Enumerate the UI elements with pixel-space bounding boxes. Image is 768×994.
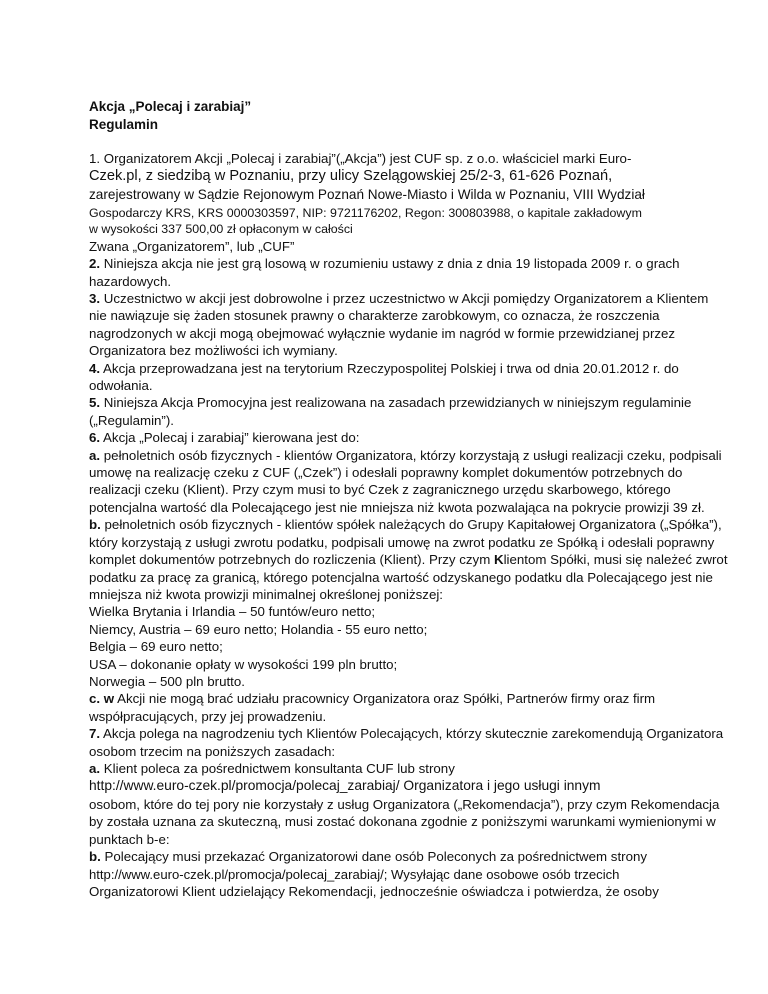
point-label: b.	[89, 517, 101, 533]
section-6-point-c	[89, 690, 728, 725]
spacer	[89, 134, 728, 150]
section-number: 7.	[89, 726, 101, 742]
promo-url-line: http://www.euro-czek.pl/promocja/polecaj_zarabiaj/ Organizatora i jego usługi innym	[89, 778, 601, 794]
section-6	[89, 429, 728, 725]
section-number: 6.	[89, 430, 101, 446]
point-text: Akcji nie mogą brać udziału pracownicy Organizatora oraz Spółki, Partnerów firmy oraz firm współpracujących, przy jej prowadzeniu.	[89, 691, 656, 724]
section-1-line: w wysokości 337 500,00 zł opłaconym w całości	[89, 222, 353, 237]
section-number: 2.	[89, 256, 101, 272]
section-text: Uczestnictwo w akcji jest dobrowolne i przez uczestnictwo w Akcji pomiędzy Organizatorem a Klientem nie nawiązuje się żaden stosunek prawny o charakterze zarobkowym, co oznacza, że roszczenia nagrodzonych w akcji mogą obejmować wyłącznie wydanie im nagród w formie przewidzianej przez Organizatora bez możliwości ich wymiany.	[89, 291, 709, 359]
point-text: pełnoletnich osób fizycznych - klientów Organizatora, którzy korzystają z usługi realizacji czeku, podpisali umowę na realizację czeku z CUF („Czek”) i odesłali poprawny komplet dokumentów potrzebnych do realizacji czeku (Klient). Przy czym musi to być Czek z zagranicznego urzędu skarbowego, którego potencjalna wartość dla Polecającego jest nie mniejsza niż kwota pozwalająca na pokrycie prowizji 39 zł.	[89, 447, 722, 515]
rate-line: Belgia – 69 euro netto;	[89, 639, 223, 655]
section-6-point-a	[89, 447, 728, 517]
section-3	[89, 290, 728, 360]
point-text: Polecający musi przekazać Organizatorowi dane osób Poleconych za pośrednictwem strony	[100, 849, 648, 865]
section-number: 5.	[89, 395, 101, 411]
section-1-line: 1. Organizatorem Akcji „Polecaj i zarabiaj”(„Akcja”) jest CUF sp. z o.o. właściciel marki Euro-	[89, 151, 632, 166]
point-text: lientom Spółki, musi się należeć zwrot podatku za pracę za granicą, którego potencjalna wartość odzyskanego podatku dla Polecającego jest nie mniejsza niż kwota prowizji minimalnej określonej poniższej:	[89, 552, 728, 602]
point-label: a.	[89, 447, 101, 463]
rate-line: Niemcy, Austria – 69 euro netto; Holandia - 55 euro netto;	[89, 621, 428, 637]
document-title: Akcja „Polecaj i zarabiaj”	[89, 99, 252, 114]
section-6-intro	[89, 429, 728, 446]
rate-line: USA – dokonanie opłaty w wysokości 199 pln brutto;	[89, 656, 398, 672]
rate-line: Norwegia – 500 pln brutto.	[89, 673, 245, 689]
section-1-line: zarejestrowany w Sądzie Rejonowym Poznań Nowe-Miasto i Wilda w Poznaniu, VIII Wydział	[89, 187, 645, 202]
point-text: Klient poleca za pośrednictwem konsultanta CUF lub strony	[100, 760, 455, 776]
section-text: Akcja przeprowadzana jest na terytorium Rzeczypospolitej Polskiej i trwa od dnia 20.01.2012 r. do odwołania.	[89, 360, 679, 394]
section-7	[89, 725, 728, 900]
section-text: Akcja „Polecaj i zarabiaj” kierowana jest do:	[100, 430, 360, 446]
section-7-intro	[89, 725, 728, 760]
section-1-line: Gospodarczy KRS, KRS 0000303597, NIP: 9721176202, Regon: 300803988, o kapitale zakładowym	[89, 205, 642, 220]
point-text: pełnoletnich osób fizycznych - klientów spółek należących do Grupy Kapitałowej Organizatora („Spółka”), który korzystają z usługi zwrotu podatku, podpisali umowę na zwrot podatku ze Spółką i odesłali poprawny komplet dokumentów potrzebnych do rozliczenia (Klient). Przy czym	[89, 517, 722, 568]
section-1-line: Zwana „Organizatorem”, lub „CUF”	[89, 238, 295, 254]
section-6-point-b	[89, 516, 728, 603]
section-text: Akcja polega na nagrodzeniu tych Klientów Polecających, którzy skutecznie zarekomendują Organizatora osobom trzecim na poniższych zasadach:	[89, 726, 724, 759]
section-text: Niniejsza Akcja Promocyjna jest realizowana na zasadach przewidzianych w niniejszym regulaminie („Regulamin”).	[89, 395, 692, 428]
point-text-bold-letter: K	[493, 552, 504, 568]
section-4	[89, 360, 728, 395]
section-5	[89, 394, 728, 429]
section-number: 3.	[89, 291, 101, 306]
promo-url-line: http://www.euro-czek.pl/promocja/polecaj_zarabiaj/; Wysyłając dane osobowe osób trzecich	[89, 866, 620, 882]
document-subtitle: Regulamin	[89, 117, 159, 132]
point-continuation: osobom, które do tej pory nie korzystały z usług Organizatora („Rekomendacja”), przy czym Rekomendacja by została uznana za skuteczną, musi zostać dokonana zgodnie z poniższymi warunkami wymienionymi w punktach b-e:	[89, 796, 720, 847]
section-1-line: Czek.pl, z siedzibą w Poznaniu, przy ulicy Szelągowskiej 25/2-3, 61-626 Poznań,	[89, 168, 613, 185]
rate-line: Wielka Brytania i Irlandia – 50 funtów/euro netto;	[89, 604, 376, 620]
point-continuation: Organizatorowi Klient udzielający Rekomendacji, jednocześnie oświadcza i potwierdza, że osoby	[89, 884, 659, 899]
point-label: a.	[89, 760, 101, 776]
section-7-point-b	[89, 848, 728, 865]
section-2	[89, 255, 728, 290]
point-label: c. w	[89, 691, 115, 707]
section-text: Niniejsza akcja nie jest grą losową w rozumieniu ustawy z dnia z dnia 19 listopada 2009 r. o grach hazardowych.	[89, 256, 680, 289]
point-label: b.	[89, 849, 101, 865]
regulations-body	[89, 150, 728, 900]
section-number: 4.	[89, 360, 101, 376]
section-7-point-a	[89, 760, 728, 777]
section-1	[89, 150, 728, 255]
